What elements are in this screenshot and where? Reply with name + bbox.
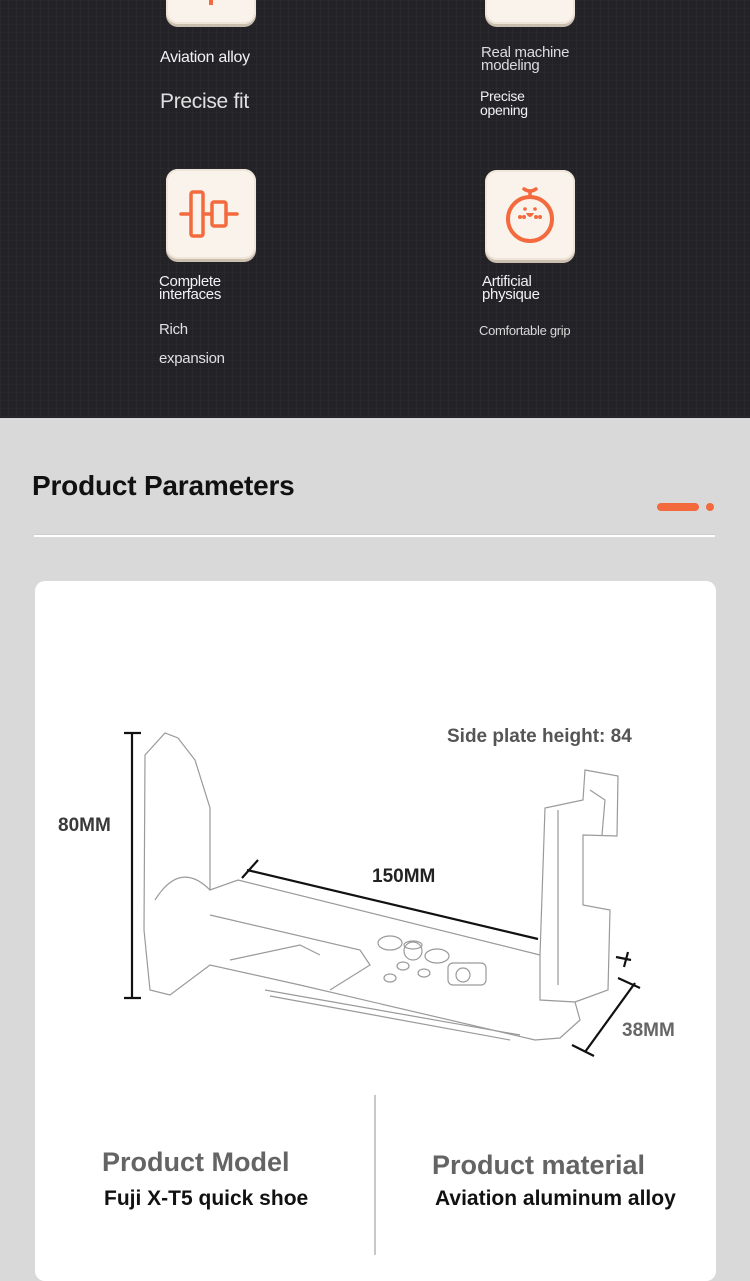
feature-title-line2: modeling: [481, 57, 540, 74]
spec-label-model: Product Model: [102, 1147, 290, 1177]
side-plate-height-label: Side plate height: 84: [447, 726, 632, 747]
length-dimension-label: 150MM: [372, 866, 436, 887]
feature-subtitle-line1: Rich: [159, 321, 188, 338]
feature-subtitle: Comfortable grip: [479, 323, 571, 338]
feature-title-line2: physique: [482, 286, 540, 303]
spec-value-model: Fuji X-T5 quick shoe: [104, 1187, 309, 1210]
feature-subtitle-line2: expansion: [159, 350, 225, 367]
feature-subtitle-line1: Precise: [480, 88, 525, 104]
feature-subtitle: Precise fit: [160, 90, 249, 113]
feature-title-line2: interfaces: [159, 286, 222, 303]
feature-title-line1: Complete: [159, 273, 221, 290]
spec-value-material: Aviation aluminum alloy: [435, 1187, 676, 1210]
depth-dimension-label: 38MM: [622, 1020, 675, 1041]
feature-title-line1: Real machine: [481, 44, 570, 61]
spec-divider: [374, 1095, 376, 1255]
feature-subtitle-line2: opening: [480, 102, 528, 118]
feature-title-line1: Artificial: [482, 273, 532, 290]
spec-label-material: Product material: [432, 1150, 646, 1180]
feature-title: Aviation alloy: [160, 49, 250, 66]
section-title: Product Parameters: [32, 470, 295, 501]
height-dimension-label: 80MM: [58, 815, 111, 836]
